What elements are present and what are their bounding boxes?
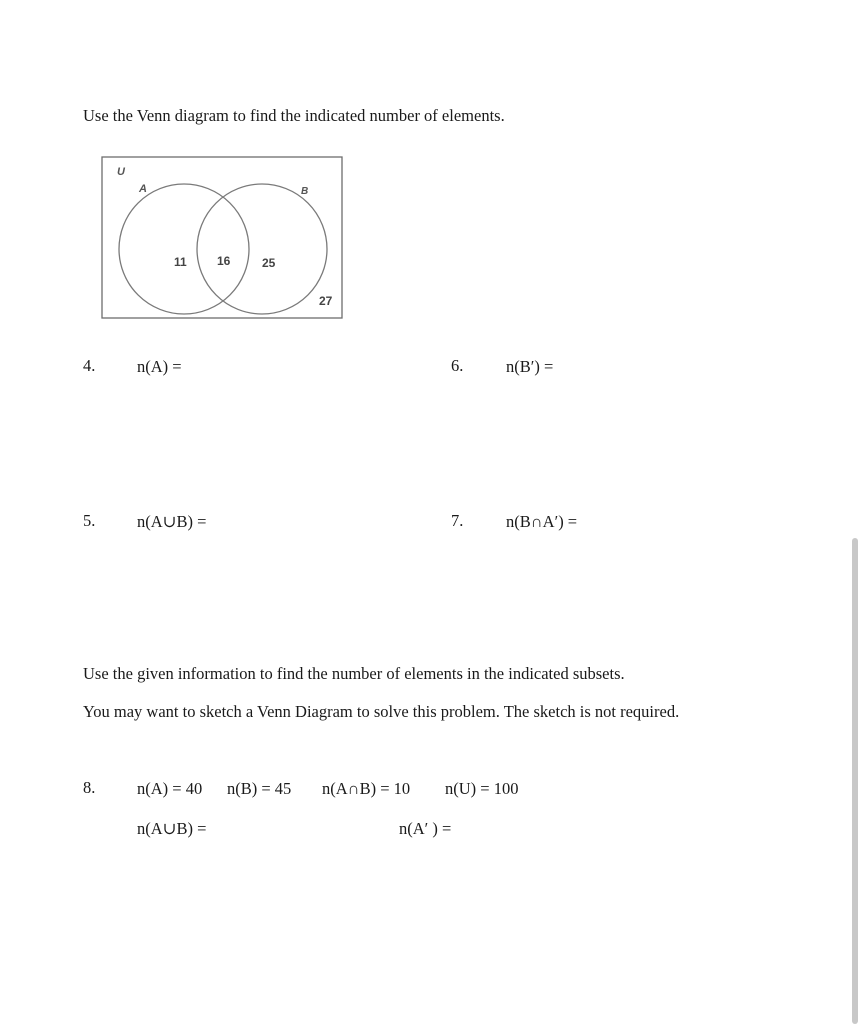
problem-8-given-a: n(A) = 40 <box>137 779 203 798</box>
problem-8-given-u: n(U) = 100 <box>445 779 519 798</box>
given-instructions-line2: You may want to sketch a Venn Diagram to solve this problem. The sketch is not required. <box>83 702 680 721</box>
region-only-b: 25 <box>262 256 276 270</box>
given-instructions-line1: Use the given information to find the number of elements in the indicated subsets. <box>83 664 625 683</box>
region-outside: 27 <box>319 294 333 308</box>
problem-4-expression: n(A) = <box>137 357 182 376</box>
problem-8-ask-complement: n(A′ ) = <box>399 819 452 838</box>
problem-4-number: 4. <box>83 356 96 375</box>
problem-8-number: 8. <box>83 778 96 797</box>
problem-8-ask-union: n(A∪B) = <box>137 819 207 838</box>
universe-rectangle <box>102 157 342 318</box>
problem-8-given-a-and-b: n(A∩B) = 10 <box>322 779 411 798</box>
problem-5-expression: n(A∪B) = <box>137 512 207 531</box>
problem-7-number: 7. <box>451 511 464 530</box>
set-b-label: B <box>301 186 309 197</box>
venn-instructions: Use the Venn diagram to find the indicated number of elements. <box>83 106 505 125</box>
set-a-label: A <box>139 183 147 195</box>
problem-7-expression: n(B∩A′) = <box>506 512 578 531</box>
venn-diagram <box>100 155 346 323</box>
universe-label: U <box>117 166 125 178</box>
region-only-a: 11 <box>174 255 187 269</box>
problem-6-expression: n(B′) = <box>506 357 554 376</box>
problem-8-given-b: n(B) = 45 <box>227 779 292 798</box>
set-a-circle <box>119 184 249 314</box>
region-a-and-b: 16 <box>217 254 231 268</box>
set-b-circle <box>197 184 327 314</box>
problem-5-number: 5. <box>83 511 96 530</box>
problem-6-number: 6. <box>451 356 464 375</box>
vertical-scrollbar[interactable] <box>852 538 858 1024</box>
